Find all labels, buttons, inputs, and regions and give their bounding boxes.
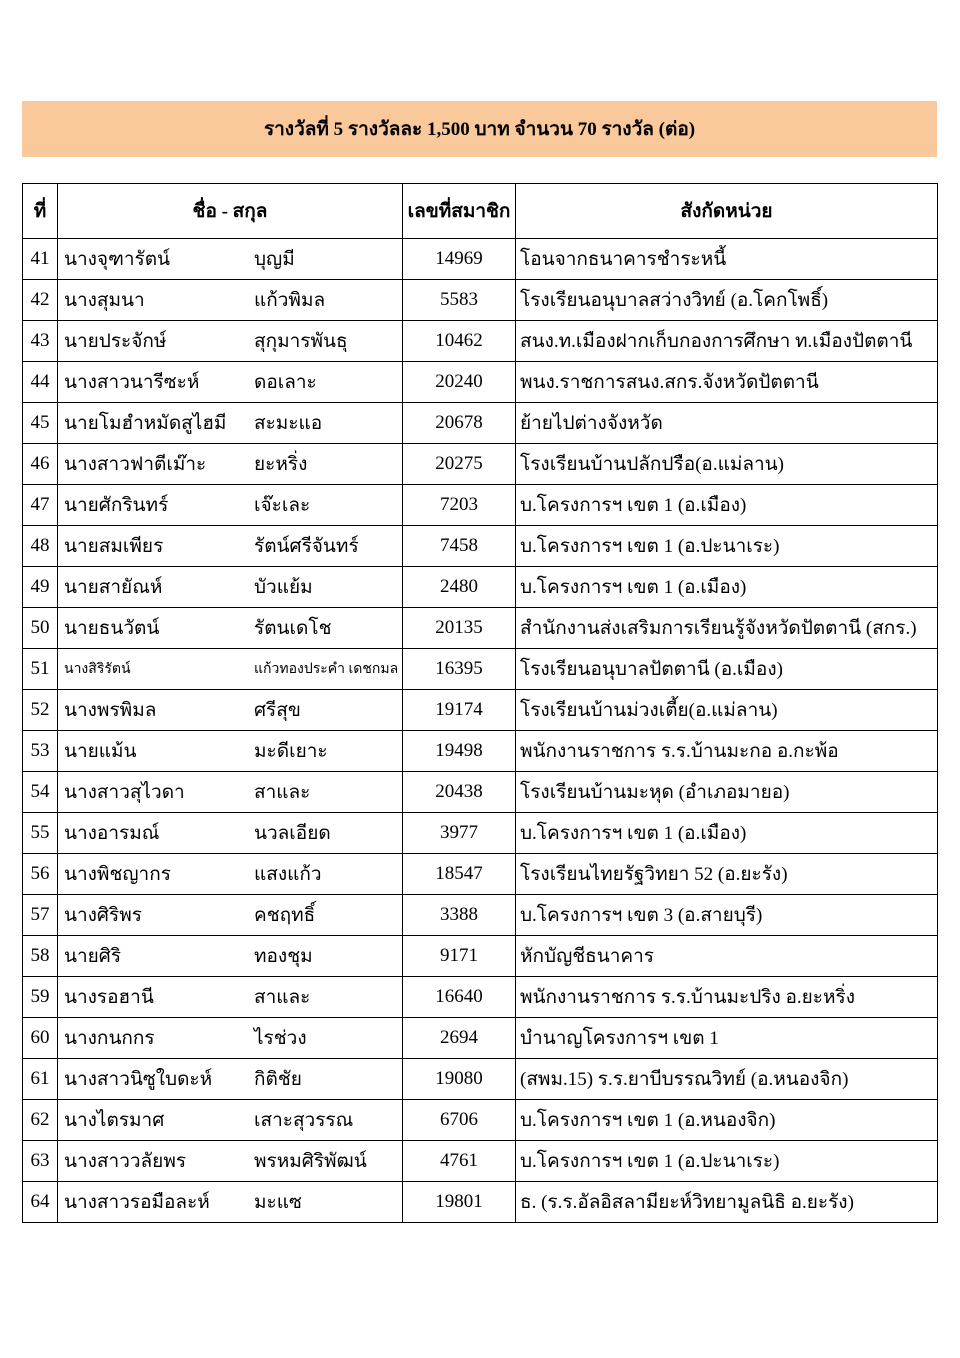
last-name: กิติชัย: [254, 1069, 302, 1090]
member-number: 20438: [403, 772, 516, 813]
last-name: เจ๊ะเละ: [254, 495, 311, 516]
affiliation-unit: โรงเรียนอนุบาลสว่างวิทย์ (อ.โคกโพธิ์): [516, 280, 938, 321]
member-number: 16640: [403, 977, 516, 1018]
member-name: [58, 813, 403, 854]
member-number: 14969: [403, 239, 516, 280]
member-number: 19080: [403, 1059, 516, 1100]
member-number: 7203: [403, 485, 516, 526]
row-number: 56: [23, 854, 58, 895]
last-name: สะมะแอ: [254, 413, 323, 434]
member-number: 16395: [403, 649, 516, 690]
affiliation-unit: โรงเรียนอนุบาลปัตตานี (อ.เมือง): [516, 649, 938, 690]
member-name: [58, 690, 403, 731]
affiliation-unit: บ.โครงการฯ เขต 1 (อ.ปะนาเระ): [516, 526, 938, 567]
first-name: นางสาวนิซูใบดะห์: [64, 1069, 213, 1090]
row-number: 55: [23, 813, 58, 854]
first-name: นางสาวสุไวดา: [64, 782, 185, 803]
last-name: บุญมี: [254, 249, 295, 270]
first-name: นางพรพิมล: [64, 700, 157, 721]
first-name: นายโมฮำหมัดสูไฮมี: [64, 413, 227, 434]
table-row: [23, 936, 938, 977]
row-number: 47: [23, 485, 58, 526]
row-number: 52: [23, 690, 58, 731]
row-number: 64: [23, 1182, 58, 1223]
first-name: นางศิริพร: [64, 905, 142, 926]
row-number: 48: [23, 526, 58, 567]
table-row: [23, 362, 938, 403]
last-name: นวลเอียด: [254, 823, 331, 844]
table-row: [23, 731, 938, 772]
last-name: เสาะสุวรรณ: [254, 1110, 354, 1131]
first-name: นายประจักษ์: [64, 331, 167, 352]
member-name: [58, 567, 403, 608]
affiliation-unit: พนักงานราชการ ร.ร.บ้านมะกอ อ.กะพ้อ: [516, 731, 938, 772]
member-name: [58, 608, 403, 649]
member-number: 2480: [403, 567, 516, 608]
member-number: 2694: [403, 1018, 516, 1059]
last-name: สุกุมารพันธุ: [254, 331, 348, 352]
member-name: [58, 854, 403, 895]
affiliation-unit: (สพม.15) ร.ร.ยาบีบรรณวิทย์ (อ.หนองจิก): [516, 1059, 938, 1100]
member-number: 19801: [403, 1182, 516, 1223]
member-number: 20135: [403, 608, 516, 649]
last-name: ไรช่วง: [254, 1028, 307, 1049]
member-number: 3977: [403, 813, 516, 854]
first-name: นางสาวนารีซะห์: [64, 372, 200, 393]
affiliation-unit: สำนักงานส่งเสริมการเรียนรู้จังหวัดปัตตานี (สกร.): [516, 608, 938, 649]
first-name: นางกนกกร: [64, 1028, 155, 1049]
table-row: [23, 321, 938, 362]
member-name: [58, 485, 403, 526]
row-number: 59: [23, 977, 58, 1018]
member-name: [58, 239, 403, 280]
table-row: [23, 444, 938, 485]
row-number: 45: [23, 403, 58, 444]
row-number: 42: [23, 280, 58, 321]
row-number: 54: [23, 772, 58, 813]
first-name: นายศักรินทร์: [64, 495, 169, 516]
affiliation-unit: บ.โครงการฯ เขต 3 (อ.สายบุรี): [516, 895, 938, 936]
last-name: มะดีเยาะ: [254, 741, 328, 762]
member-number: 6706: [403, 1100, 516, 1141]
affiliation-unit: ย้ายไปต่างจังหวัด: [516, 403, 938, 444]
member-name: [58, 936, 403, 977]
row-number: 60: [23, 1018, 58, 1059]
last-name: คชฤทธิ์: [254, 905, 316, 926]
affiliation-unit: บำนาญโครงการฯ เขต 1: [516, 1018, 938, 1059]
first-name: นายแม้น: [64, 741, 137, 762]
first-name: นางสาวรอมือละห์: [64, 1192, 210, 1213]
row-number: 51: [23, 649, 58, 690]
row-number: 44: [23, 362, 58, 403]
last-name: รัตน์ศรีจันทร์: [254, 536, 359, 557]
last-name: มะแซ: [254, 1192, 302, 1213]
last-name: แก้วทองประคำ เดชกมล: [254, 662, 399, 678]
member-name: [58, 1141, 403, 1182]
affiliation-unit: บ.โครงการฯ เขต 1 (อ.เมือง): [516, 567, 938, 608]
member-name: [58, 444, 403, 485]
member-number: 3388: [403, 895, 516, 936]
affiliation-unit: สนง.ท.เมืองฝากเก็บกองการศึกษา ท.เมืองปัตตานี: [516, 321, 938, 362]
member-name: [58, 1018, 403, 1059]
member-name: [58, 321, 403, 362]
first-name: นางสิริรัตน์: [64, 662, 131, 678]
member-number: 4761: [403, 1141, 516, 1182]
table-row: [23, 239, 938, 280]
last-name: รัตนเดโช: [254, 618, 332, 639]
winners-table: [22, 183, 938, 1223]
first-name: นางรอฮานี: [64, 987, 154, 1008]
first-name: นางจุฑารัตน์: [64, 249, 171, 270]
table-row: [23, 608, 938, 649]
member-name: [58, 403, 403, 444]
row-number: 53: [23, 731, 58, 772]
member-number: 5583: [403, 280, 516, 321]
row-number: 50: [23, 608, 58, 649]
member-name: [58, 772, 403, 813]
table-row: [23, 403, 938, 444]
last-name: ยะหริ่ง: [254, 454, 308, 475]
row-number: 46: [23, 444, 58, 485]
last-name: สาและ: [254, 987, 311, 1008]
table-row: [23, 1100, 938, 1141]
first-name: นายสายัณห์: [64, 577, 163, 598]
first-name: นางสุมนา: [64, 290, 145, 311]
table-row: [23, 1182, 938, 1223]
member-name: [58, 1059, 403, 1100]
member-number: 10462: [403, 321, 516, 362]
row-number: 58: [23, 936, 58, 977]
row-number: 57: [23, 895, 58, 936]
last-name: ทองชุม: [254, 946, 313, 967]
first-name: นายสมเพียร: [64, 536, 164, 557]
affiliation-unit: บ.โครงการฯ เขต 1 (อ.หนองจิก): [516, 1100, 938, 1141]
first-name: นายธนวัตน์: [64, 618, 160, 639]
row-number: 49: [23, 567, 58, 608]
first-name: นางสาวฟาตีเม๊าะ: [64, 454, 207, 475]
last-name: พรหมศิริพัฒน์: [254, 1151, 367, 1172]
award-title: รางวัลที่ 5 รางวัลละ 1,500 บาท จำนวน 70 รางวัล (ต่อ): [263, 119, 696, 140]
affiliation-unit: โรงเรียนบ้านมะหุด (อำเภอมายอ): [516, 772, 938, 813]
member-name: [58, 280, 403, 321]
member-number: 20678: [403, 403, 516, 444]
table-row: [23, 567, 938, 608]
award-banner: [22, 101, 937, 157]
col-header-name: ชื่อ - สกุล: [58, 184, 403, 239]
affiliation-unit: บ.โครงการฯ เขต 1 (อ.ปะนาเระ): [516, 1141, 938, 1182]
row-number: 62: [23, 1100, 58, 1141]
row-number: 61: [23, 1059, 58, 1100]
member-number: 19498: [403, 731, 516, 772]
table-row: [23, 1018, 938, 1059]
first-name: นางอารมณ์: [64, 823, 160, 844]
table-row: [23, 1059, 938, 1100]
table-row: [23, 977, 938, 1018]
col-header-member: เลขที่สมาชิก: [403, 184, 516, 239]
table-header-row: [23, 184, 938, 239]
affiliation-unit: ธ. (ร.ร.อัลอิสลามียะห์วิทยามูลนิธิ อ.ยะรัง): [516, 1182, 938, 1223]
table-row: [23, 485, 938, 526]
first-name: นางสาววลัยพร: [64, 1151, 187, 1172]
member-name: [58, 1182, 403, 1223]
member-number: 20275: [403, 444, 516, 485]
member-name: [58, 977, 403, 1018]
affiliation-unit: โรงเรียนไทยรัฐวิทยา 52 (อ.ยะรัง): [516, 854, 938, 895]
last-name: แสงแก้ว: [254, 864, 322, 885]
table-row: [23, 895, 938, 936]
member-name: [58, 731, 403, 772]
table-row: [23, 649, 938, 690]
table-row: [23, 690, 938, 731]
affiliation-unit: โอนจากธนาคารชำระหนี้: [516, 239, 938, 280]
affiliation-unit: บ.โครงการฯ เขต 1 (อ.เมือง): [516, 813, 938, 854]
member-number: 19174: [403, 690, 516, 731]
affiliation-unit: บ.โครงการฯ เขต 1 (อ.เมือง): [516, 485, 938, 526]
affiliation-unit: โรงเรียนบ้านม่วงเตี้ย(อ.แม่ลาน): [516, 690, 938, 731]
table-row: [23, 280, 938, 321]
member-name: [58, 895, 403, 936]
last-name: บัวแย้ม: [254, 577, 313, 598]
first-name: นางพิชญากร: [64, 864, 171, 885]
table-row: [23, 854, 938, 895]
affiliation-unit: โรงเรียนบ้านปลักปรือ(อ.แม่ลาน): [516, 444, 938, 485]
affiliation-unit: พนง.ราชการสนง.สกร.จังหวัดปัตตานี: [516, 362, 938, 403]
member-name: [58, 362, 403, 403]
affiliation-unit: หักบัญชีธนาคาร: [516, 936, 938, 977]
table-row: [23, 813, 938, 854]
col-header-no: ที่: [23, 184, 58, 239]
row-number: 43: [23, 321, 58, 362]
table-row: [23, 526, 938, 567]
first-name: นายศิริ: [64, 946, 122, 967]
member-name: [58, 649, 403, 690]
last-name: ดอเลาะ: [254, 372, 317, 393]
last-name: ศรีสุข: [254, 700, 301, 721]
table-row: [23, 772, 938, 813]
last-name: แก้วพิมล: [254, 290, 326, 311]
affiliation-unit: พนักงานราชการ ร.ร.บ้านมะปริง อ.ยะหริ่ง: [516, 977, 938, 1018]
member-number: 7458: [403, 526, 516, 567]
col-header-unit: สังกัดหน่วย: [516, 184, 938, 239]
row-number: 63: [23, 1141, 58, 1182]
member-name: [58, 1100, 403, 1141]
member-number: 20240: [403, 362, 516, 403]
last-name: สาและ: [254, 782, 311, 803]
member-number: 9171: [403, 936, 516, 977]
member-name: [58, 526, 403, 567]
first-name: นางไตรมาศ: [64, 1110, 165, 1131]
row-number: 41: [23, 239, 58, 280]
member-number: 18547: [403, 854, 516, 895]
table-row: [23, 1141, 938, 1182]
